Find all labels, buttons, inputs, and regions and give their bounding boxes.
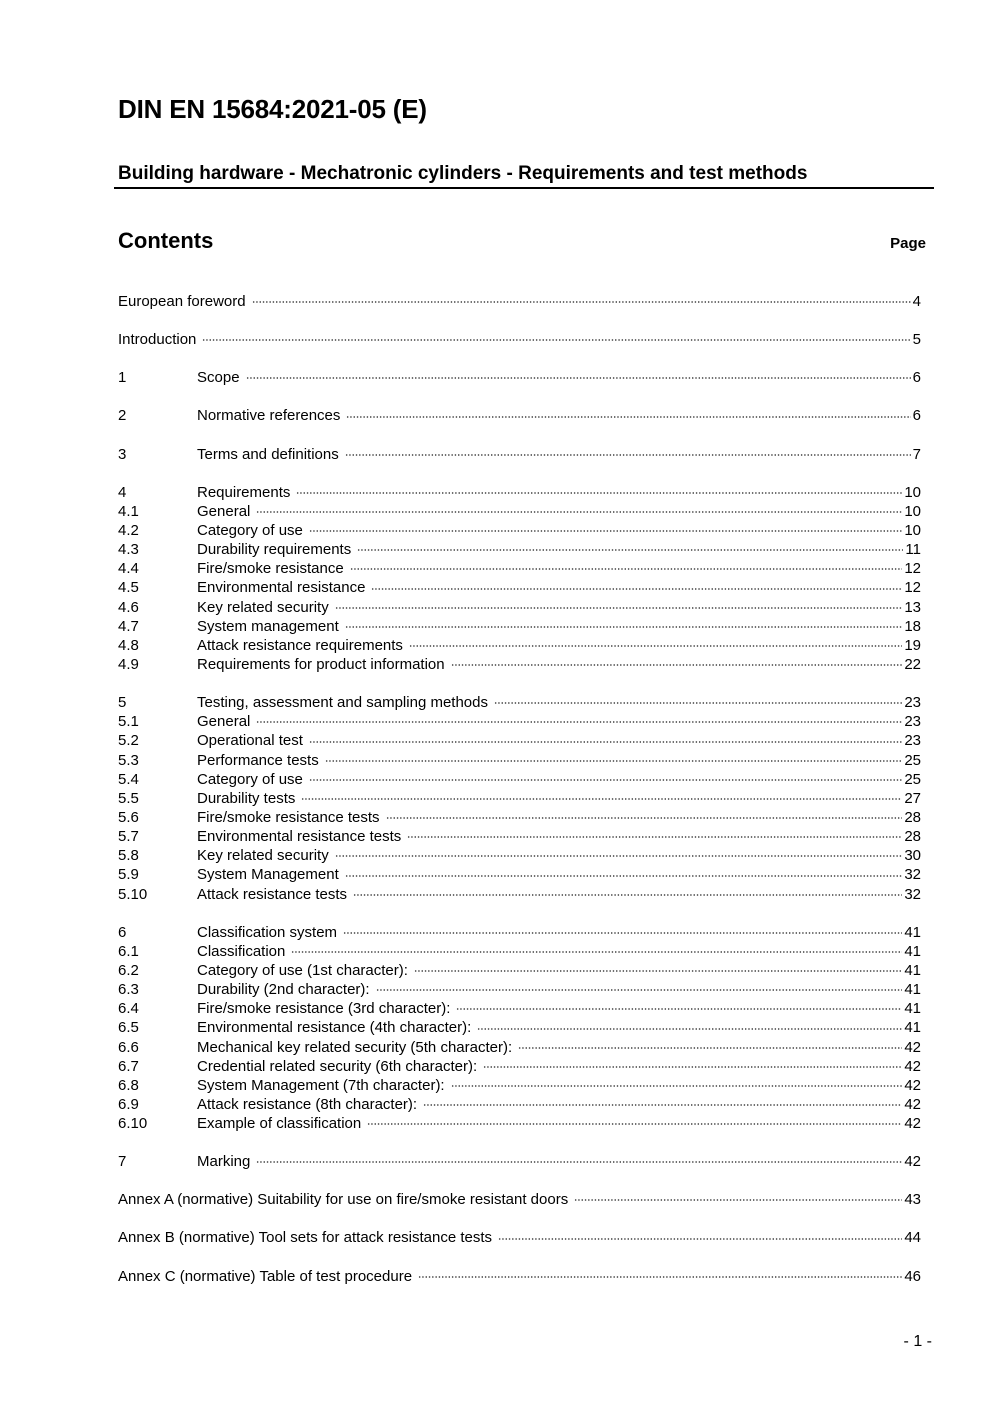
toc-entry[interactable] xyxy=(118,846,921,865)
toc-entry-title: Performance tests xyxy=(197,751,319,769)
toc-entry-page: 42 xyxy=(904,1115,921,1133)
toc-dot-leader xyxy=(483,1066,902,1068)
toc-entry-number: 6.9 xyxy=(118,1095,139,1113)
toc-entry-page: 41 xyxy=(904,961,921,979)
toc-entry[interactable] xyxy=(118,636,921,655)
toc-entry-number: 6 xyxy=(118,923,127,941)
toc-dot-leader xyxy=(301,798,902,800)
toc-dot-leader xyxy=(345,875,903,877)
toc-dot-leader xyxy=(335,607,903,609)
toc-entry-page: 25 xyxy=(904,751,921,769)
toc-entry-title: Attack resistance requirements xyxy=(197,636,403,654)
toc-entry[interactable] xyxy=(118,521,921,540)
toc-entry-title: Fire/smoke resistance (3rd character): xyxy=(197,1000,451,1018)
toc-dot-leader xyxy=(371,588,902,590)
page-column-label: Page xyxy=(890,235,926,252)
toc-entry-number: 5 xyxy=(118,694,127,712)
toc-entry-number: 6.6 xyxy=(118,1038,139,1056)
toc-dot-leader xyxy=(367,1123,902,1125)
toc-entry-page: 25 xyxy=(904,770,921,788)
toc-entry[interactable] xyxy=(118,1152,921,1171)
toc-entry-title: General xyxy=(197,502,251,520)
toc-entry-page: 7 xyxy=(912,445,921,463)
toc-entry-title: Normative references xyxy=(197,407,341,425)
toc-dot-leader xyxy=(494,702,902,704)
toc-dot-leader xyxy=(407,836,902,838)
toc-dot-leader xyxy=(291,951,902,953)
toc-entry-title: Environmental resistance tests xyxy=(197,828,402,846)
toc-dot-leader xyxy=(423,1104,902,1106)
toc-entry-page: 41 xyxy=(904,942,921,960)
toc-entry[interactable] xyxy=(118,712,921,731)
toc-entry[interactable] xyxy=(118,770,921,789)
toc-entry-page: 41 xyxy=(904,923,921,941)
toc-entry-title: Durability (2nd character): xyxy=(197,981,370,999)
toc-entry-page: 10 xyxy=(904,502,921,520)
toc-entry-page: 42 xyxy=(904,1038,921,1056)
table-of-contents xyxy=(118,292,921,1286)
toc-dot-leader xyxy=(456,1008,902,1010)
toc-entry-number: 4 xyxy=(118,483,127,501)
toc-entry[interactable] xyxy=(118,559,921,578)
toc-entry-page: 41 xyxy=(904,1000,921,1018)
toc-entry-title: Category of use xyxy=(197,521,303,539)
toc-entry-number: 6.4 xyxy=(118,1000,139,1018)
toc-entry-number: 5.9 xyxy=(118,866,139,884)
toc-entry-number: 4.1 xyxy=(118,502,139,520)
toc-entry[interactable] xyxy=(118,330,921,349)
toc-entry[interactable] xyxy=(118,942,921,961)
toc-entry-page: 6 xyxy=(912,369,921,387)
toc-entry-page: 46 xyxy=(904,1267,921,1285)
toc-entry-number: 6.10 xyxy=(118,1115,148,1133)
toc-entry-title: Example of classification xyxy=(197,1115,362,1133)
toc-entry-number: 5.3 xyxy=(118,751,139,769)
toc-entry[interactable] xyxy=(118,808,921,827)
toc-entry-page: 30 xyxy=(904,847,921,865)
toc-entry[interactable] xyxy=(118,617,921,636)
document-subtitle: Building hardware - Mechatronic cylinders - Requirements and test methods xyxy=(118,163,808,184)
toc-entry-title: Category of use xyxy=(197,770,303,788)
toc-entry[interactable] xyxy=(118,1095,921,1114)
toc-dot-leader xyxy=(518,1047,902,1049)
toc-dot-leader xyxy=(353,894,902,896)
toc-entry-number: 5.1 xyxy=(118,713,139,731)
toc-entry[interactable] xyxy=(118,406,921,425)
toc-entry-number: 4.3 xyxy=(118,541,139,559)
toc-entry-page: 32 xyxy=(904,885,921,903)
toc-entry-page: 42 xyxy=(904,1057,921,1075)
toc-entry-page: 42 xyxy=(904,1153,921,1171)
toc-entry-page: 23 xyxy=(904,713,921,731)
toc-entry[interactable] xyxy=(118,1038,921,1057)
toc-entry-page: 5 xyxy=(912,331,921,349)
toc-dot-leader xyxy=(256,511,902,513)
toc-entry-title: Annex A (normative) Suitability for use on fire/smoke resistant doors xyxy=(118,1191,569,1209)
toc-entry[interactable] xyxy=(118,578,921,597)
toc-dot-leader xyxy=(350,568,903,570)
toc-entry-title: Operational test xyxy=(197,732,303,750)
toc-entry-title: Classification system xyxy=(197,923,338,941)
toc-entry-page: 32 xyxy=(904,866,921,884)
toc-dot-leader xyxy=(343,932,902,934)
toc-dot-leader xyxy=(309,779,902,781)
toc-entry-number: 5.5 xyxy=(118,789,139,807)
toc-dot-leader xyxy=(574,1199,902,1201)
toc-entry-number: 4.5 xyxy=(118,579,139,597)
toc-dot-leader xyxy=(414,970,902,972)
toc-dot-leader xyxy=(451,664,903,666)
toc-entry-page: 12 xyxy=(904,560,921,578)
toc-dot-leader xyxy=(376,989,903,991)
toc-entry-title: Fire/smoke resistance xyxy=(197,560,344,578)
toc-entry[interactable] xyxy=(118,598,921,617)
toc-entry-title: System management xyxy=(197,617,339,635)
document-id: DIN EN 15684:2021-05 (E) xyxy=(118,94,427,124)
contents-heading: Contents xyxy=(118,228,214,253)
toc-entry-number: 4.6 xyxy=(118,598,139,616)
toc-entry-number: 4.7 xyxy=(118,617,139,635)
toc-dot-leader xyxy=(498,1238,902,1240)
toc-entry[interactable] xyxy=(118,483,921,502)
toc-entry-number: 5.10 xyxy=(118,885,148,903)
toc-entry-number: 4.2 xyxy=(118,521,139,539)
page-number: - 1 - xyxy=(903,1333,932,1350)
toc-entry-number: 6.5 xyxy=(118,1019,139,1037)
toc-entry[interactable] xyxy=(118,655,921,674)
toc-dot-leader xyxy=(246,377,911,379)
toc-entry-number: 4.4 xyxy=(118,560,139,578)
toc-entry-title: Scope xyxy=(197,369,240,387)
toc-entry-number: 1 xyxy=(118,369,127,387)
toc-entry-page: 28 xyxy=(904,808,921,826)
toc-entry[interactable] xyxy=(118,502,921,521)
toc-entry-page: 23 xyxy=(904,694,921,712)
toc-entry-title: Environmental resistance xyxy=(197,579,366,597)
toc-entry-number: 4.8 xyxy=(118,636,139,654)
toc-entry[interactable] xyxy=(118,1076,921,1095)
toc-dot-leader xyxy=(309,530,902,532)
toc-entry-page: 28 xyxy=(904,828,921,846)
toc-entry-title: Durability requirements xyxy=(197,541,352,559)
toc-entry-title: Testing, assessment and sampling methods xyxy=(197,694,488,712)
toc-entry-title: Attack resistance (8th character): xyxy=(197,1095,418,1113)
toc-entry-page: 41 xyxy=(904,981,921,999)
toc-entry-number: 2 xyxy=(118,407,127,425)
toc-entry[interactable] xyxy=(118,1267,921,1286)
toc-entry[interactable] xyxy=(118,751,921,770)
toc-entry-page: 22 xyxy=(904,655,921,673)
toc-entry-title: Requirements for product information xyxy=(197,655,445,673)
toc-entry-number: 5.4 xyxy=(118,770,139,788)
toc-entry-page: 41 xyxy=(904,1019,921,1037)
toc-entry[interactable] xyxy=(118,731,921,750)
title-divider xyxy=(114,187,934,189)
toc-dot-leader xyxy=(256,1161,902,1163)
toc-entry[interactable] xyxy=(118,923,921,942)
toc-entry-title: Category of use (1st character): xyxy=(197,961,408,979)
toc-entry-page: 23 xyxy=(904,732,921,750)
toc-dot-leader xyxy=(296,492,902,494)
toc-entry-page: 11 xyxy=(905,541,921,559)
toc-dot-leader xyxy=(418,1276,902,1278)
toc-entry-title: Durability tests xyxy=(197,789,296,807)
toc-entry-page: 10 xyxy=(904,483,921,501)
toc-entry-title: General xyxy=(197,713,251,731)
toc-entry[interactable] xyxy=(118,292,921,311)
toc-entry[interactable] xyxy=(118,1228,921,1247)
toc-entry[interactable] xyxy=(118,1190,921,1209)
toc-dot-leader xyxy=(335,855,903,857)
toc-entry[interactable] xyxy=(118,980,921,999)
toc-entry[interactable] xyxy=(118,693,921,712)
toc-dot-leader xyxy=(386,817,903,819)
toc-entry-page: 42 xyxy=(904,1076,921,1094)
toc-entry-page: 19 xyxy=(904,636,921,654)
toc-entry-number: 7 xyxy=(118,1153,127,1171)
toc-entry-title: Attack resistance tests xyxy=(197,885,348,903)
toc-entry-title: Marking xyxy=(197,1153,251,1171)
toc-dot-leader xyxy=(325,760,903,762)
toc-dot-leader xyxy=(451,1085,903,1087)
toc-entry-title: European foreword xyxy=(118,293,246,310)
toc-entry-page: 4 xyxy=(912,293,921,310)
toc-entry[interactable] xyxy=(118,368,921,387)
toc-entry-page: 43 xyxy=(904,1191,921,1209)
toc-entry[interactable] xyxy=(118,865,921,884)
toc-entry-title: Credential related security (6th character): xyxy=(197,1057,478,1075)
toc-entry-title: System Management (7th character): xyxy=(197,1076,445,1094)
toc-entry-page: 18 xyxy=(904,617,921,635)
toc-entry[interactable] xyxy=(118,1114,921,1133)
toc-entry[interactable] xyxy=(118,999,921,1018)
toc-entry-title: Annex B (normative) Tool sets for attack resistance tests xyxy=(118,1229,493,1247)
toc-entry-title: Mechanical key related security (5th character): xyxy=(197,1038,513,1056)
toc-entry-page: 6 xyxy=(912,407,921,425)
toc-entry[interactable] xyxy=(118,1057,921,1076)
toc-dot-leader xyxy=(256,721,902,723)
toc-entry[interactable] xyxy=(118,445,921,464)
toc-entry-title: Classification xyxy=(197,942,286,960)
toc-entry-number: 6.1 xyxy=(118,942,139,960)
toc-entry[interactable] xyxy=(118,885,921,904)
toc-dot-leader xyxy=(346,416,910,418)
toc-entry[interactable] xyxy=(118,827,921,846)
toc-entry-page: 44 xyxy=(904,1229,921,1247)
toc-dot-leader xyxy=(409,645,902,647)
toc-dot-leader xyxy=(345,454,911,456)
toc-dot-leader xyxy=(202,339,910,341)
toc-entry-number: 6.8 xyxy=(118,1076,139,1094)
toc-entry-number: 5.2 xyxy=(118,732,139,750)
toc-entry[interactable] xyxy=(118,540,921,559)
toc-entry-title: Fire/smoke resistance tests xyxy=(197,808,380,826)
toc-entry-number: 5.6 xyxy=(118,808,139,826)
toc-entry-title: System Management xyxy=(197,866,339,884)
toc-entry-number: 6.2 xyxy=(118,961,139,979)
toc-entry-number: 3 xyxy=(118,445,127,463)
toc-dot-leader xyxy=(345,626,903,628)
toc-entry-page: 12 xyxy=(904,579,921,597)
toc-entry-page: 13 xyxy=(904,598,921,616)
toc-entry-number: 6.3 xyxy=(118,981,139,999)
toc-entry-number: 4.9 xyxy=(118,655,139,673)
toc-entry-title: Key related security xyxy=(197,598,329,616)
toc-entry-number: 5.7 xyxy=(118,828,139,846)
toc-entry-page: 10 xyxy=(904,521,921,539)
toc-entry-title: Requirements xyxy=(197,483,291,501)
toc-entry-page: 42 xyxy=(904,1095,921,1113)
toc-entry-title: Terms and definitions xyxy=(197,445,339,463)
toc-entry-title: Introduction xyxy=(118,331,197,349)
toc-entry-title: Environmental resistance (4th character): xyxy=(197,1019,472,1037)
toc-dot-leader xyxy=(309,741,902,743)
toc-dot-leader xyxy=(252,301,911,303)
toc-entry[interactable] xyxy=(118,961,921,980)
toc-dot-leader xyxy=(357,549,903,551)
toc-entry[interactable] xyxy=(118,789,921,808)
toc-dot-leader xyxy=(477,1028,902,1030)
toc-entry[interactable] xyxy=(118,1018,921,1037)
toc-entry-title: Annex C (normative) Table of test procedure xyxy=(118,1267,413,1285)
toc-entry-page: 27 xyxy=(904,789,921,807)
toc-entry-title: Key related security xyxy=(197,847,329,865)
toc-entry-number: 6.7 xyxy=(118,1057,139,1075)
toc-entry-number: 5.8 xyxy=(118,847,139,865)
